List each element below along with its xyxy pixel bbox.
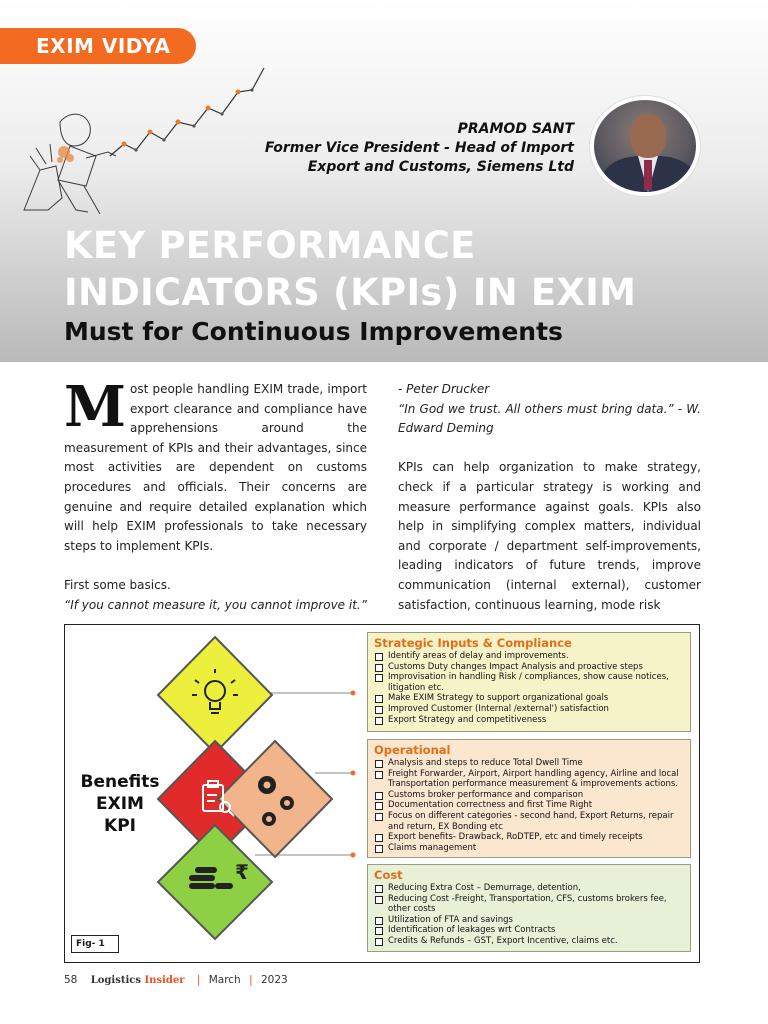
figure-label: Fig- 1 (71, 935, 119, 953)
list-item: Improved Customer (Internal /external') satisfaction (374, 704, 684, 715)
list-item: Utilization of FTA and savings (374, 915, 684, 926)
author-role-line1: Former Vice President - Head of Import (264, 140, 574, 156)
figure-kpi-benefits (64, 624, 700, 963)
list-item: Export benefits- Drawback, RoDTEP, etc and timely receipts (374, 832, 684, 843)
list-item: Export Strategy and competitiveness (374, 715, 684, 726)
magazine-brand (91, 975, 185, 986)
cost-heading: Cost (374, 868, 403, 882)
operational-heading: Operational (374, 743, 451, 757)
list-item: Credits & Refunds – GST, Export Incentive, claims etc. (374, 936, 684, 947)
list-item: Focus on different categories - second hand, Export Returns, repair and return, EX Bonding etc (374, 811, 684, 832)
intro-text: ost people handling EXIM trade, import export clearance and compliance have apprehensions around the measurement of KPIs and their advantages, since most activities are dependent on customs procedures and officials. Their concerns are genuine and require detailed explanation which will help EXIM professionals to take necessary steps to implement KPIs. (64, 382, 367, 553)
right-column (398, 380, 701, 615)
drop-cap: M (64, 374, 126, 440)
svg-text:₹: ₹ (235, 860, 249, 884)
list-item: Documentation correctness and first Time Right (374, 800, 684, 811)
strategic-heading: Strategic Inputs & Compliance (374, 636, 572, 650)
list-item: Identify areas of delay and improvements. (374, 651, 684, 662)
benefits-line3: KPI (104, 816, 136, 836)
basics-line: First some basics. (64, 577, 171, 592)
intro-paragraph (64, 374, 367, 556)
list-item: Reducing Extra Cost – Demurrage, detention, (374, 883, 684, 894)
page-number: 58 (64, 974, 78, 986)
quote-attribution: - Peter Drucker (398, 382, 490, 396)
list-item: Identification of leakages wrt Contracts (374, 925, 684, 936)
deming-quote: “In God we trust. All others must bring data.” - W. Edward Deming (398, 401, 701, 436)
drucker-quote: “If you cannot measure it, you cannot improve it.” (64, 597, 367, 612)
cost-box (367, 864, 691, 952)
kpi-paragraph: KPIs can help organization to make strategy, check if a particular strategy is working and measure performance against goals. KPIs also help in simplifying complex matters, individual and corporate / department self-improvements, leading indicators of future trends, improve communication (internal external), customer satisfaction, continuous learning, mode risk (398, 460, 701, 612)
green-diamond (158, 825, 272, 939)
author-role-line2: Export and Customs, Siemens Ltd (307, 159, 574, 175)
thinker-chart-illustration (0, 60, 280, 230)
issue-year: 2023 (260, 974, 288, 986)
list-item: Claims management (374, 843, 684, 854)
page-footer (64, 974, 288, 986)
title-line1: KEY PERFORMANCE (64, 224, 476, 267)
list-item: Customs Duty changes Impact Analysis and proactive steps (374, 662, 684, 673)
list-item: Reducing Cost -Freight, Transportation, CFS, customs brokers fee, other costs (374, 894, 684, 915)
list-item: Analysis and steps to reduce Total Dwell Time (374, 758, 684, 769)
separator: | (196, 974, 201, 986)
brand-part1: Logistics (90, 975, 141, 986)
author-byline (265, 120, 574, 177)
benefits-heading (75, 771, 165, 837)
issue-month: March (208, 974, 241, 986)
author-photo (590, 96, 700, 196)
list-item: Improvisation in handling Risk / compliances, show cause notices, litigation etc. (374, 672, 684, 693)
benefits-line2: EXIM (96, 794, 144, 814)
list-item: Customs broker performance and comparison (374, 790, 684, 801)
author-name: PRAMOD SANT (457, 121, 574, 137)
left-column (64, 374, 367, 615)
hero-banner (0, 0, 768, 362)
list-item: Make EXIM Strategy to support organizational goals (374, 693, 684, 704)
strategic-box (367, 632, 691, 732)
article-title (64, 222, 754, 316)
brand-part2: Insider (144, 975, 185, 986)
separator: | (249, 974, 253, 986)
title-line2: INDICATORS (KPIs) IN EXIM (64, 271, 637, 314)
section-tag: EXIM VIDYA (0, 28, 196, 64)
benefits-line1: Benefits (80, 772, 160, 792)
article-subtitle: Must for Continuous Improvements (64, 317, 563, 346)
list-item: Freight Forwarder, Airport, Airport handling agency, Airline and local Transportation performance measurement & improvements actions. (374, 769, 684, 790)
orange-diamond (218, 741, 332, 857)
operational-box (367, 739, 691, 858)
yellow-diamond (158, 637, 272, 753)
